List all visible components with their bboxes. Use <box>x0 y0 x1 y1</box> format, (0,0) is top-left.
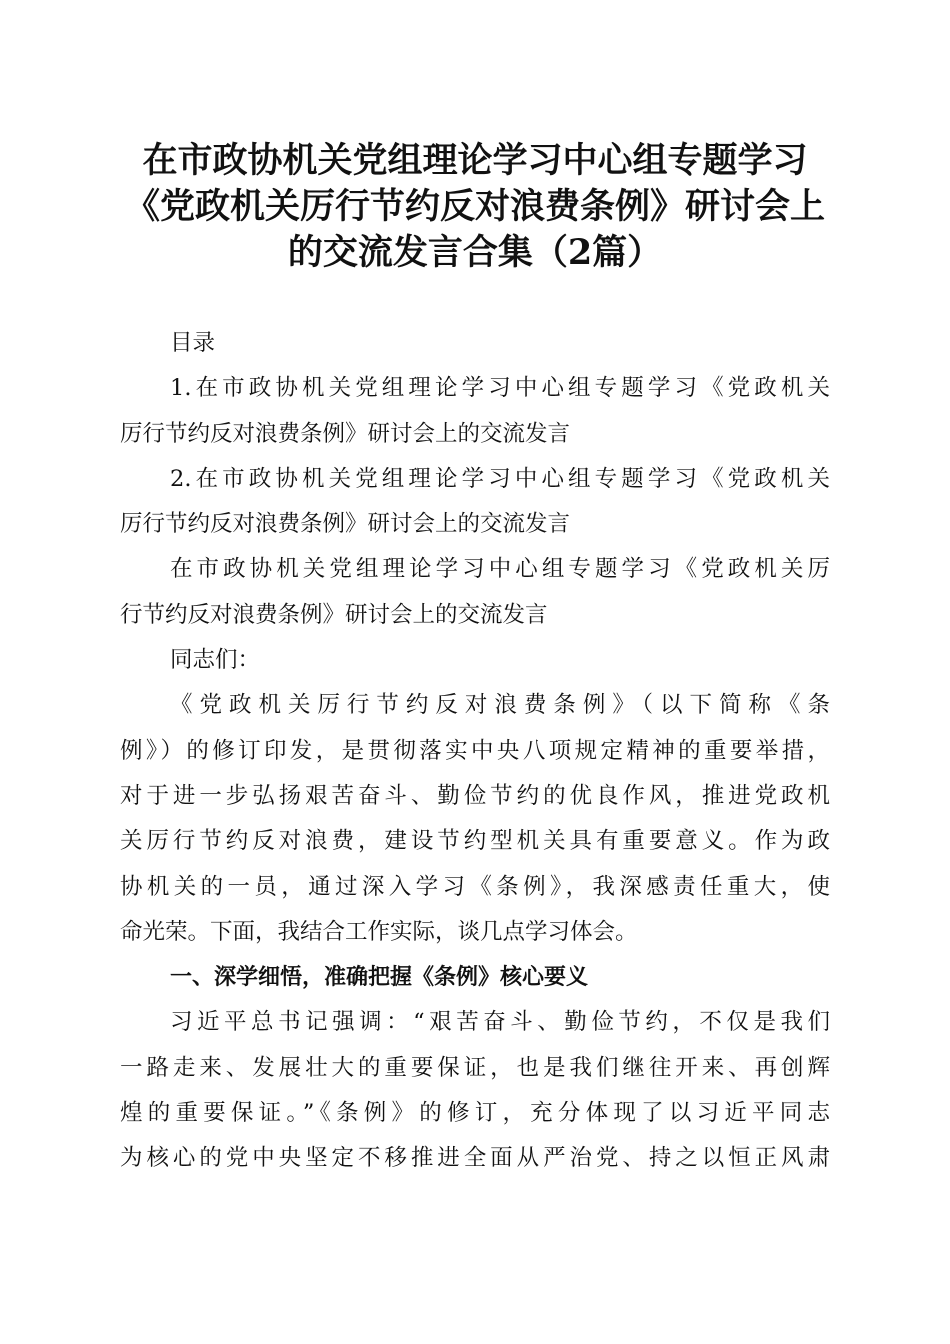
toc-item-1-line: 厉行节约反对浪费条例》研讨会上的交流发言 <box>120 420 571 447</box>
intro-line: 《党政机关厉行节约反对浪费条例》（以下简称《条 <box>170 692 830 719</box>
document-title <box>100 138 850 276</box>
title-line: 《党政机关厉行节约反对浪费条例》研讨会上 <box>124 186 825 227</box>
article-title-line: 在市政协机关党组理论学习中心组专题学习《党政机关厉 <box>170 556 830 583</box>
intro-line: 命光荣。下面，我结合工作实际，谈几点学习体会。 <box>120 918 638 945</box>
toc-heading: 目录 <box>170 330 216 356</box>
title-line: 在市政协机关党组理论学习中心组专题学习 <box>142 140 808 181</box>
section-line: 煌的重要保证。”《条例》的修订，充分体现了以习近平同志 <box>120 1100 830 1127</box>
toc-item-1-line: 1.在市政协机关党组理论学习中心组专题学习《党政机关 <box>170 375 830 402</box>
intro-line: 关厉行节约反对浪费，建设节约型机关具有重要意义。作为政 <box>120 828 830 855</box>
section-heading: 一、深学细悟，准确把握《条例》核心要义 <box>170 965 589 991</box>
section-line: 一路走来、发展壮大的重要保证，也是我们继往开来、再创辉 <box>120 1054 830 1081</box>
toc-item-2-line: 厉行节约反对浪费条例》研讨会上的交流发言 <box>120 511 571 538</box>
intro-line: 例》）的修订印发，是贯彻落实中央八项规定精神的重要举措， <box>120 737 830 764</box>
toc-item-2-line: 2.在市政协机关党组理论学习中心组专题学习《党政机关 <box>170 465 830 492</box>
section-line: 为核心的党中央坚定不移推进全面从严治党、持之以恒正风肃 <box>120 1145 830 1172</box>
intro-line: 对于进一步弘扬艰苦奋斗、勤俭节约的优良作风，推进党政机 <box>120 782 830 809</box>
salutation: 同志们： <box>170 647 261 674</box>
document-body <box>120 321 830 1182</box>
article-title-line: 行节约反对浪费条例》研讨会上的交流发言 <box>120 601 548 628</box>
intro-line: 协机关的一员，通过深入学习《条例》，我深感责任重大，使 <box>120 873 830 900</box>
section-line: 习近平总书记强调：“艰苦奋斗、勤俭节约，不仅是我们 <box>170 1009 830 1036</box>
title-line: 的交流发言合集（2篇） <box>287 232 663 273</box>
